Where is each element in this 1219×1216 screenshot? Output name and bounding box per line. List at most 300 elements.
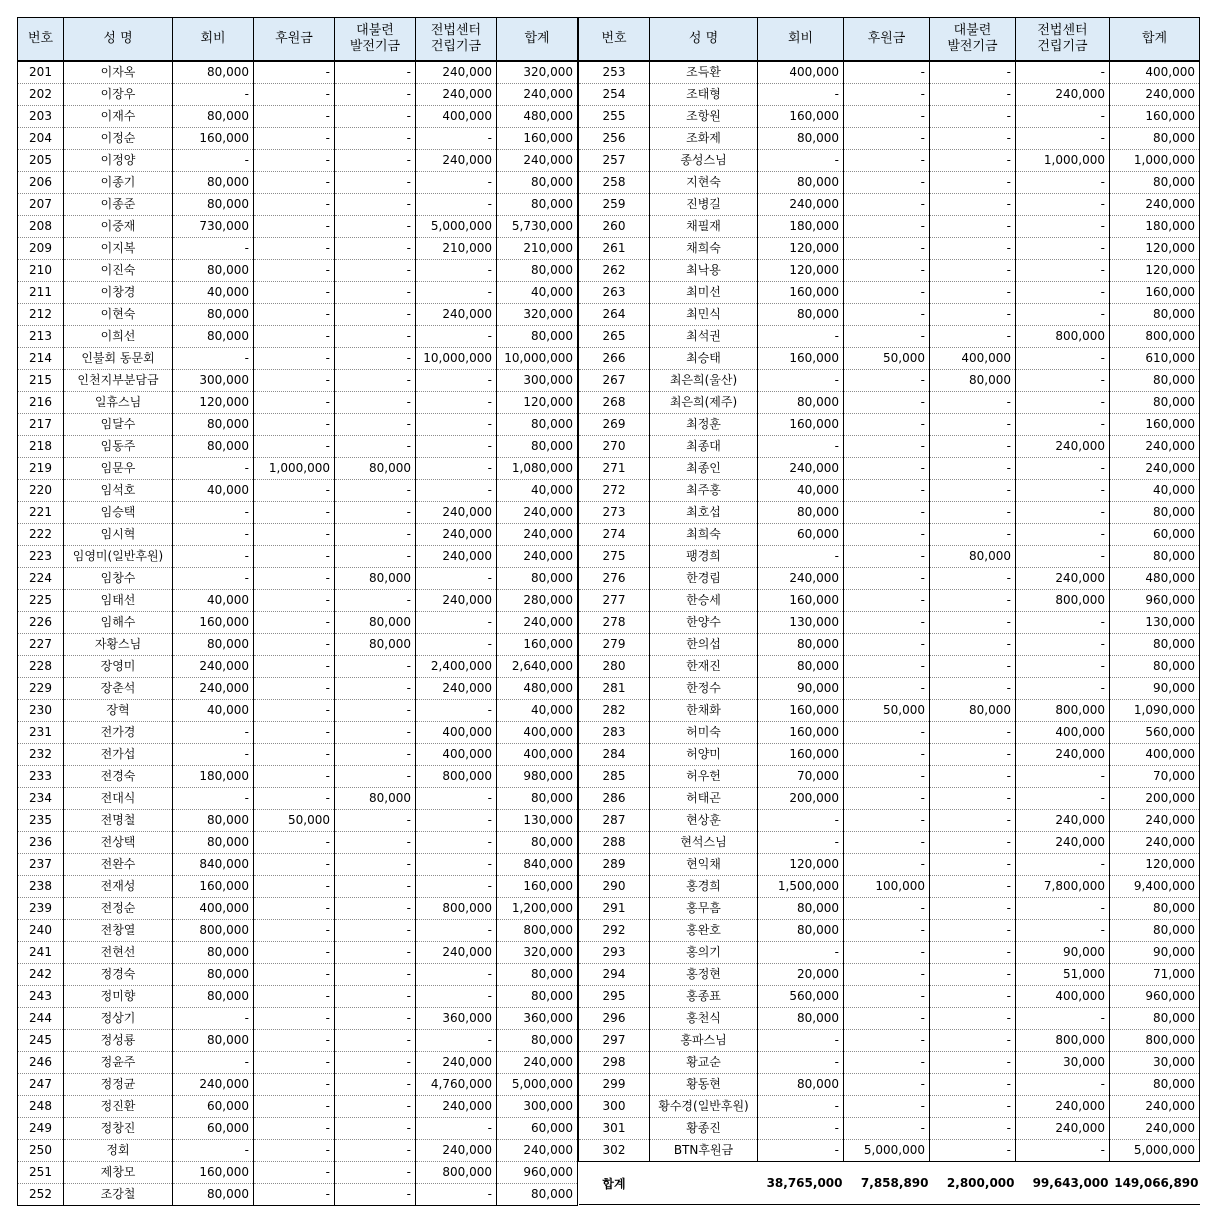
cell-sum: 80,000 bbox=[1110, 502, 1200, 524]
cell-fee: 80,000 bbox=[758, 1008, 844, 1030]
cell-fee: 40,000 bbox=[758, 480, 844, 502]
cell-name: 정상기 bbox=[64, 1008, 173, 1030]
cell-number: 218 bbox=[18, 436, 64, 458]
cell-name: 정미향 bbox=[64, 986, 173, 1008]
cell-fee: - bbox=[173, 238, 254, 260]
cell-sponsor: - bbox=[844, 1096, 930, 1118]
cell-name: 홍경희 bbox=[650, 876, 758, 898]
cell-center-fund: - bbox=[1016, 458, 1110, 480]
cell-number: 235 bbox=[18, 810, 64, 832]
cell-name: 인불회 동문회 bbox=[64, 348, 173, 370]
cell-fee: 160,000 bbox=[758, 348, 844, 370]
table-row bbox=[18, 634, 578, 656]
cell-fee: 80,000 bbox=[173, 414, 254, 436]
cell-center-fund: - bbox=[1016, 546, 1110, 568]
cell-number: 262 bbox=[579, 260, 650, 282]
cell-dev-fund: - bbox=[335, 61, 416, 84]
cell-sum: 240,000 bbox=[1110, 810, 1200, 832]
cell-center-fund: - bbox=[1016, 788, 1110, 810]
table-row bbox=[18, 172, 578, 194]
cell-sponsor: - bbox=[844, 1074, 930, 1096]
cell-fee: - bbox=[173, 502, 254, 524]
cell-fee: 240,000 bbox=[173, 1074, 254, 1096]
cell-sponsor: - bbox=[844, 1030, 930, 1052]
table-row bbox=[18, 810, 578, 832]
cell-name: 이중재 bbox=[64, 216, 173, 238]
total-sum: 149,066,890 bbox=[1110, 1162, 1200, 1205]
cell-dev-fund: - bbox=[335, 216, 416, 238]
cell-sum: 80,000 bbox=[1110, 172, 1200, 194]
cell-fee: 240,000 bbox=[758, 458, 844, 480]
cell-center-fund: 210,000 bbox=[416, 238, 497, 260]
cell-center-fund: 240,000 bbox=[1016, 568, 1110, 590]
cell-sponsor: - bbox=[254, 392, 335, 414]
cell-number: 230 bbox=[18, 700, 64, 722]
cell-name: 한경림 bbox=[650, 568, 758, 590]
cell-fee: - bbox=[173, 722, 254, 744]
table-row bbox=[579, 788, 1200, 810]
cell-sum: 5,730,000 bbox=[497, 216, 578, 238]
cell-number: 237 bbox=[18, 854, 64, 876]
cell-number: 272 bbox=[579, 480, 650, 502]
header-row bbox=[18, 18, 578, 62]
cell-center-fund: 360,000 bbox=[416, 1008, 497, 1030]
cell-number: 229 bbox=[18, 678, 64, 700]
cell-fee: 80,000 bbox=[173, 1184, 254, 1206]
cell-sum: 240,000 bbox=[1110, 194, 1200, 216]
cell-fee: - bbox=[173, 458, 254, 480]
cell-number: 291 bbox=[579, 898, 650, 920]
cell-fee: 160,000 bbox=[173, 1162, 254, 1184]
cell-sum: 320,000 bbox=[497, 304, 578, 326]
cell-sum: 120,000 bbox=[497, 392, 578, 414]
right-table-body bbox=[579, 61, 1200, 1162]
cell-sponsor: - bbox=[254, 766, 335, 788]
table-row bbox=[579, 106, 1200, 128]
cell-dev-fund: - bbox=[930, 942, 1016, 964]
cell-sum: 160,000 bbox=[497, 634, 578, 656]
table-row bbox=[579, 964, 1200, 986]
cell-name: 조득환 bbox=[650, 61, 758, 84]
cell-name: 전정순 bbox=[64, 898, 173, 920]
cell-fee: 80,000 bbox=[758, 898, 844, 920]
cell-number: 256 bbox=[579, 128, 650, 150]
cell-fee: - bbox=[758, 942, 844, 964]
cell-dev-fund: 80,000 bbox=[930, 700, 1016, 722]
cell-sum: 70,000 bbox=[1110, 766, 1200, 788]
cell-number: 279 bbox=[579, 634, 650, 656]
cell-dev-fund: - bbox=[930, 854, 1016, 876]
cell-fee: 80,000 bbox=[173, 304, 254, 326]
total-name-cell bbox=[650, 1162, 758, 1205]
cell-fee: 90,000 bbox=[758, 678, 844, 700]
cell-fee: 80,000 bbox=[173, 986, 254, 1008]
cell-sum: 240,000 bbox=[497, 1052, 578, 1074]
cell-sponsor: - bbox=[844, 722, 930, 744]
cell-sum: 80,000 bbox=[1110, 920, 1200, 942]
cell-number: 205 bbox=[18, 150, 64, 172]
cell-dev-fund: 80,000 bbox=[335, 612, 416, 634]
cell-center-fund: - bbox=[416, 876, 497, 898]
cell-dev-fund: - bbox=[335, 854, 416, 876]
cell-dev-fund: - bbox=[335, 260, 416, 282]
cell-dev-fund: - bbox=[335, 392, 416, 414]
cell-name: 임동주 bbox=[64, 436, 173, 458]
cell-number: 264 bbox=[579, 304, 650, 326]
cell-center-fund: - bbox=[1016, 348, 1110, 370]
table-row bbox=[579, 920, 1200, 942]
cell-dev-fund: - bbox=[335, 480, 416, 502]
cell-fee: 240,000 bbox=[758, 568, 844, 590]
cell-number: 302 bbox=[579, 1140, 650, 1162]
cell-center-fund: - bbox=[416, 568, 497, 590]
cell-name: 홍정현 bbox=[650, 964, 758, 986]
cell-sponsor: - bbox=[844, 942, 930, 964]
cell-sponsor: 1,000,000 bbox=[254, 458, 335, 480]
cell-center-fund: - bbox=[1016, 128, 1110, 150]
cell-center-fund: - bbox=[416, 260, 497, 282]
table-row bbox=[18, 898, 578, 920]
cell-dev-fund: - bbox=[930, 216, 1016, 238]
cell-name: 전완수 bbox=[64, 854, 173, 876]
table-row bbox=[18, 832, 578, 854]
cell-sponsor: - bbox=[254, 524, 335, 546]
cell-center-fund: - bbox=[1016, 612, 1110, 634]
cell-sponsor: - bbox=[844, 61, 930, 84]
cell-sum: 300,000 bbox=[497, 1096, 578, 1118]
cell-name: 한채화 bbox=[650, 700, 758, 722]
cell-number: 206 bbox=[18, 172, 64, 194]
cell-number: 292 bbox=[579, 920, 650, 942]
cell-dev-fund: - bbox=[335, 524, 416, 546]
table-row bbox=[579, 1052, 1200, 1074]
cell-name: 이종준 bbox=[64, 194, 173, 216]
cell-number: 207 bbox=[18, 194, 64, 216]
cell-sponsor: - bbox=[254, 106, 335, 128]
cell-fee: 730,000 bbox=[173, 216, 254, 238]
cell-sponsor: - bbox=[844, 128, 930, 150]
cell-sum: 80,000 bbox=[497, 260, 578, 282]
cell-sum: 40,000 bbox=[497, 700, 578, 722]
header-dev-fund: 대불련 발전기금 bbox=[930, 18, 1016, 62]
cell-sponsor: - bbox=[254, 1074, 335, 1096]
cell-sponsor: - bbox=[844, 84, 930, 106]
cell-dev-fund: - bbox=[335, 150, 416, 172]
left-donor-table bbox=[17, 17, 578, 1206]
table-row bbox=[579, 854, 1200, 876]
cell-dev-fund: - bbox=[335, 282, 416, 304]
cell-dev-fund: - bbox=[930, 1074, 1016, 1096]
cell-center-fund: - bbox=[416, 700, 497, 722]
cell-number: 289 bbox=[579, 854, 650, 876]
cell-fee: - bbox=[758, 1140, 844, 1162]
cell-sum: 90,000 bbox=[1110, 942, 1200, 964]
cell-number: 297 bbox=[579, 1030, 650, 1052]
cell-center-fund: - bbox=[416, 128, 497, 150]
cell-name: 홍파스님 bbox=[650, 1030, 758, 1052]
cell-number: 271 bbox=[579, 458, 650, 480]
table-row bbox=[579, 458, 1200, 480]
cell-sponsor: - bbox=[844, 898, 930, 920]
cell-sum: 80,000 bbox=[1110, 370, 1200, 392]
cell-dev-fund: - bbox=[930, 964, 1016, 986]
cell-name: 조태형 bbox=[650, 84, 758, 106]
cell-name: 이장우 bbox=[64, 84, 173, 106]
cell-dev-fund: - bbox=[930, 238, 1016, 260]
cell-center-fund: - bbox=[1016, 61, 1110, 84]
cell-dev-fund: - bbox=[930, 1140, 1016, 1162]
cell-sponsor: - bbox=[844, 260, 930, 282]
cell-number: 273 bbox=[579, 502, 650, 524]
total-dev-fund: 2,800,000 bbox=[930, 1162, 1016, 1205]
cell-number: 298 bbox=[579, 1052, 650, 1074]
cell-fee: - bbox=[758, 1030, 844, 1052]
table-row bbox=[579, 326, 1200, 348]
cell-dev-fund: - bbox=[335, 546, 416, 568]
cell-fee: 80,000 bbox=[758, 656, 844, 678]
cell-center-fund: 240,000 bbox=[416, 61, 497, 84]
table-row bbox=[18, 61, 578, 84]
cell-dev-fund: - bbox=[335, 502, 416, 524]
cell-number: 274 bbox=[579, 524, 650, 546]
cell-dev-fund: - bbox=[930, 106, 1016, 128]
cell-fee: - bbox=[173, 788, 254, 810]
table-row bbox=[18, 942, 578, 964]
cell-fee: - bbox=[758, 1052, 844, 1074]
cell-center-fund: - bbox=[416, 282, 497, 304]
table-row bbox=[579, 392, 1200, 414]
cell-sponsor: - bbox=[844, 920, 930, 942]
cell-name: 황동현 bbox=[650, 1074, 758, 1096]
cell-dev-fund: - bbox=[335, 1030, 416, 1052]
cell-sponsor: - bbox=[844, 172, 930, 194]
cell-fee: 40,000 bbox=[173, 700, 254, 722]
cell-name: 전명철 bbox=[64, 810, 173, 832]
table-row bbox=[579, 898, 1200, 920]
cell-dev-fund: - bbox=[930, 458, 1016, 480]
cell-number: 283 bbox=[579, 722, 650, 744]
table-row bbox=[579, 568, 1200, 590]
cell-number: 234 bbox=[18, 788, 64, 810]
cell-fee: 80,000 bbox=[758, 920, 844, 942]
cell-number: 281 bbox=[579, 678, 650, 700]
table-row bbox=[579, 590, 1200, 612]
cell-center-fund: 800,000 bbox=[416, 766, 497, 788]
cell-sum: 1,000,000 bbox=[1110, 150, 1200, 172]
cell-number: 294 bbox=[579, 964, 650, 986]
cell-sum: 480,000 bbox=[1110, 568, 1200, 590]
cell-sponsor: - bbox=[254, 128, 335, 150]
cell-name: 최미선 bbox=[650, 282, 758, 304]
table-row bbox=[579, 876, 1200, 898]
cell-sponsor: - bbox=[254, 194, 335, 216]
cell-sum: 240,000 bbox=[1110, 1096, 1200, 1118]
table-row bbox=[18, 392, 578, 414]
cell-dev-fund: - bbox=[930, 656, 1016, 678]
table-row bbox=[579, 502, 1200, 524]
table-row bbox=[579, 1140, 1200, 1162]
cell-center-fund: - bbox=[416, 194, 497, 216]
cell-center-fund: 240,000 bbox=[416, 546, 497, 568]
cell-fee: 240,000 bbox=[758, 194, 844, 216]
cell-center-fund: - bbox=[416, 172, 497, 194]
cell-name: 홍의기 bbox=[650, 942, 758, 964]
table-row bbox=[18, 568, 578, 590]
cell-fee: 80,000 bbox=[758, 392, 844, 414]
cell-sponsor: - bbox=[844, 568, 930, 590]
cell-sponsor: - bbox=[844, 788, 930, 810]
table-row bbox=[18, 788, 578, 810]
table-row bbox=[18, 106, 578, 128]
cell-center-fund: - bbox=[1016, 370, 1110, 392]
cell-fee: 560,000 bbox=[758, 986, 844, 1008]
cell-sum: 80,000 bbox=[497, 172, 578, 194]
cell-sum: 71,000 bbox=[1110, 964, 1200, 986]
cell-center-fund: 240,000 bbox=[416, 84, 497, 106]
cell-sponsor: - bbox=[844, 590, 930, 612]
cell-dev-fund: - bbox=[930, 898, 1016, 920]
cell-dev-fund: - bbox=[930, 150, 1016, 172]
cell-fee: - bbox=[758, 810, 844, 832]
cell-number: 287 bbox=[579, 810, 650, 832]
cell-center-fund: - bbox=[1016, 106, 1110, 128]
cell-center-fund: - bbox=[1016, 898, 1110, 920]
cell-number: 296 bbox=[579, 1008, 650, 1030]
header-sponsor: 후원금 bbox=[844, 18, 930, 62]
cell-center-fund: 240,000 bbox=[1016, 1118, 1110, 1140]
cell-fee: 160,000 bbox=[758, 590, 844, 612]
cell-dev-fund: - bbox=[335, 876, 416, 898]
cell-sponsor: - bbox=[254, 238, 335, 260]
header-number: 번호 bbox=[18, 18, 64, 62]
cell-center-fund: - bbox=[416, 392, 497, 414]
cell-name: 최종대 bbox=[650, 436, 758, 458]
cell-dev-fund: - bbox=[335, 920, 416, 942]
cell-number: 259 bbox=[579, 194, 650, 216]
cell-number: 247 bbox=[18, 1074, 64, 1096]
cell-center-fund: - bbox=[416, 1030, 497, 1052]
cell-dev-fund: - bbox=[335, 656, 416, 678]
cell-center-fund: - bbox=[1016, 238, 1110, 260]
cell-sum: 240,000 bbox=[1110, 436, 1200, 458]
cell-sponsor: - bbox=[254, 832, 335, 854]
cell-dev-fund: - bbox=[335, 942, 416, 964]
cell-dev-fund: - bbox=[930, 590, 1016, 612]
cell-name: 전가경 bbox=[64, 722, 173, 744]
cell-name: 임창수 bbox=[64, 568, 173, 590]
cell-number: 269 bbox=[579, 414, 650, 436]
cell-number: 214 bbox=[18, 348, 64, 370]
cell-fee: 160,000 bbox=[758, 414, 844, 436]
cell-fee: 1,500,000 bbox=[758, 876, 844, 898]
cell-sum: 1,090,000 bbox=[1110, 700, 1200, 722]
cell-number: 240 bbox=[18, 920, 64, 942]
table-row bbox=[18, 1184, 578, 1206]
table-row bbox=[579, 238, 1200, 260]
cell-fee: 80,000 bbox=[758, 304, 844, 326]
cell-center-fund: 5,000,000 bbox=[416, 216, 497, 238]
cell-number: 285 bbox=[579, 766, 650, 788]
cell-center-fund: 240,000 bbox=[416, 1140, 497, 1162]
cell-name: 현석스님 bbox=[650, 832, 758, 854]
cell-dev-fund: - bbox=[335, 1074, 416, 1096]
cell-dev-fund: - bbox=[335, 1184, 416, 1206]
cell-number: 276 bbox=[579, 568, 650, 590]
table-row bbox=[579, 414, 1200, 436]
cell-name: 허태곤 bbox=[650, 788, 758, 810]
cell-sponsor: - bbox=[844, 964, 930, 986]
cell-dev-fund: 400,000 bbox=[930, 348, 1016, 370]
table-row bbox=[18, 612, 578, 634]
cell-fee: 120,000 bbox=[173, 392, 254, 414]
cell-sum: 80,000 bbox=[497, 414, 578, 436]
cell-center-fund: - bbox=[416, 1118, 497, 1140]
cell-dev-fund: - bbox=[335, 1052, 416, 1074]
header-sponsor: 후원금 bbox=[254, 18, 335, 62]
total-center-fund: 99,643,000 bbox=[1016, 1162, 1110, 1205]
cell-sum: 240,000 bbox=[497, 546, 578, 568]
cell-sponsor: - bbox=[844, 502, 930, 524]
cell-sum: 80,000 bbox=[1110, 392, 1200, 414]
cell-name: 정성룡 bbox=[64, 1030, 173, 1052]
cell-center-fund: 240,000 bbox=[1016, 436, 1110, 458]
cell-dev-fund: - bbox=[930, 788, 1016, 810]
cell-name: 전대식 bbox=[64, 788, 173, 810]
cell-sponsor: 5,000,000 bbox=[844, 1140, 930, 1162]
header-fee: 회비 bbox=[758, 18, 844, 62]
cell-center-fund: - bbox=[1016, 304, 1110, 326]
cell-fee: 80,000 bbox=[173, 832, 254, 854]
cell-name: 홍종표 bbox=[650, 986, 758, 1008]
table-row bbox=[18, 326, 578, 348]
cell-center-fund: - bbox=[416, 810, 497, 832]
cell-number: 300 bbox=[579, 1096, 650, 1118]
cell-center-fund: - bbox=[1016, 480, 1110, 502]
cell-number: 263 bbox=[579, 282, 650, 304]
cell-center-fund: - bbox=[416, 436, 497, 458]
table-row bbox=[18, 1118, 578, 1140]
cell-sponsor: - bbox=[254, 216, 335, 238]
cell-dev-fund: - bbox=[335, 810, 416, 832]
cell-center-fund: 240,000 bbox=[1016, 832, 1110, 854]
table-row bbox=[579, 1030, 1200, 1052]
header-sum: 합계 bbox=[1110, 18, 1200, 62]
cell-fee: - bbox=[758, 84, 844, 106]
cell-number: 227 bbox=[18, 634, 64, 656]
cell-sum: 240,000 bbox=[497, 1140, 578, 1162]
cell-center-fund: - bbox=[416, 458, 497, 480]
cell-name: 정정균 bbox=[64, 1074, 173, 1096]
cell-name: 최승태 bbox=[650, 348, 758, 370]
cell-sponsor: - bbox=[844, 106, 930, 128]
cell-fee: 180,000 bbox=[173, 766, 254, 788]
table-row bbox=[579, 678, 1200, 700]
cell-center-fund: - bbox=[1016, 216, 1110, 238]
cell-dev-fund: - bbox=[335, 590, 416, 612]
cell-number: 248 bbox=[18, 1096, 64, 1118]
cell-sponsor: - bbox=[844, 304, 930, 326]
cell-center-fund: 1,000,000 bbox=[1016, 150, 1110, 172]
cell-dev-fund: - bbox=[930, 744, 1016, 766]
cell-fee: - bbox=[758, 326, 844, 348]
cell-sum: 120,000 bbox=[1110, 854, 1200, 876]
cell-sum: 80,000 bbox=[497, 1184, 578, 1206]
cell-sponsor: - bbox=[254, 1030, 335, 1052]
cell-sum: 80,000 bbox=[497, 832, 578, 854]
cell-name: 조화제 bbox=[650, 128, 758, 150]
cell-fee: - bbox=[758, 436, 844, 458]
cell-sponsor: 50,000 bbox=[254, 810, 335, 832]
